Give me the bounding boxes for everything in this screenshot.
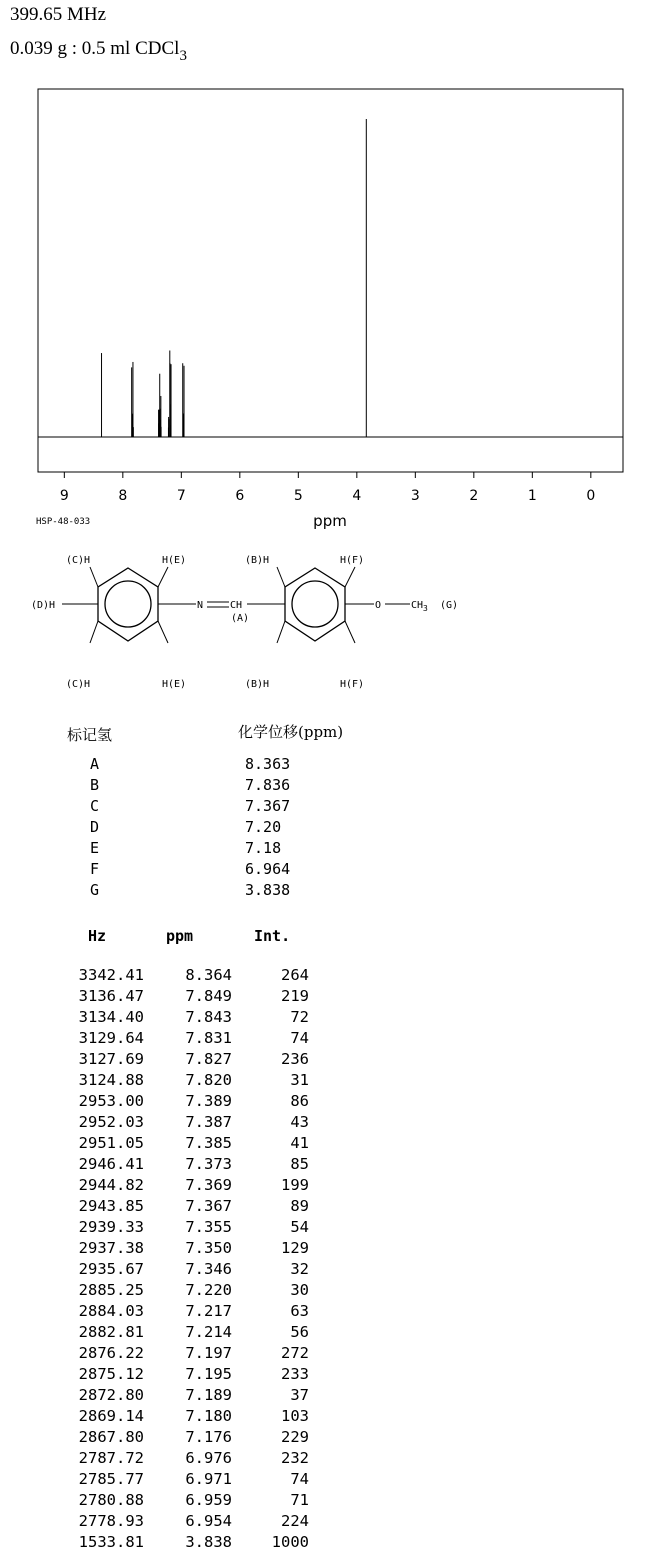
peak-hz: 2951.05 xyxy=(78,1134,144,1152)
x-tick-label: 9 xyxy=(59,488,69,504)
peak-int: 54 xyxy=(290,1218,309,1236)
spectrum-peaks xyxy=(102,119,367,437)
bond-f-top xyxy=(345,567,355,587)
assignment-label: E xyxy=(90,839,100,857)
peak-ppm: 7.849 xyxy=(185,987,232,1005)
peak-ppm: 7.389 xyxy=(185,1092,232,1110)
peak-ppm: 7.195 xyxy=(185,1365,232,1383)
peak-hz: 3129.64 xyxy=(78,1029,144,1047)
assignment-label: D xyxy=(90,818,100,836)
peak-int: 30 xyxy=(290,1281,309,1299)
peak-ppm: 7.369 xyxy=(185,1176,232,1194)
peak-int: 199 xyxy=(281,1176,309,1194)
label-a: (A) xyxy=(231,613,250,624)
nmr-spectrum-chart xyxy=(0,0,652,540)
assignment-shift: 3.838 xyxy=(245,881,291,899)
ch3-subscript: 3 xyxy=(423,604,428,613)
peak-ppm: 7.843 xyxy=(185,1008,232,1026)
peak-ppm: 7.387 xyxy=(185,1113,232,1131)
peak-hz: 2869.14 xyxy=(78,1407,144,1425)
peak-ppm: 8.364 xyxy=(185,966,232,984)
peak-ppm: 7.176 xyxy=(185,1428,232,1446)
peak-ppm: 3.838 xyxy=(185,1533,232,1551)
peak-int: 1000 xyxy=(271,1533,309,1551)
peak-ppm: 7.820 xyxy=(185,1071,232,1089)
peak-int: 219 xyxy=(281,987,309,1005)
peak-header-ppm: ppm xyxy=(166,927,194,945)
ch3-text: CH xyxy=(411,600,424,611)
assignment-shift: 8.363 xyxy=(245,755,291,773)
peak-ppm: 7.385 xyxy=(185,1134,232,1152)
peak-int: 224 xyxy=(281,1512,309,1530)
peak-hz: 3136.47 xyxy=(78,987,144,1005)
peak-ppm: 7.827 xyxy=(185,1050,232,1068)
label-d: (D)H xyxy=(31,600,56,611)
peak-hz: 2943.85 xyxy=(78,1197,144,1215)
bond-f-bottom xyxy=(345,621,355,643)
x-tick-label: 2 xyxy=(469,488,479,504)
peak-int: 272 xyxy=(281,1344,309,1362)
peak-ppm: 7.355 xyxy=(185,1218,232,1236)
peak-int: 85 xyxy=(290,1155,309,1173)
x-tick-label: 1 xyxy=(527,488,537,504)
x-axis-label: ppm xyxy=(313,512,347,530)
sample-subscript: 3 xyxy=(179,48,187,64)
peak-ppm: 6.954 xyxy=(185,1512,232,1530)
left-ring-aromatic-circle xyxy=(105,581,151,627)
peak-hz: 2952.03 xyxy=(78,1113,144,1131)
peak-ppm: 7.350 xyxy=(185,1239,232,1257)
label-e-top: H(E) xyxy=(162,555,187,566)
label-c-top: (C)H xyxy=(66,555,91,566)
peak-hz: 2882.81 xyxy=(78,1323,144,1341)
peak-int: 129 xyxy=(281,1239,309,1257)
peak-hz: 2885.25 xyxy=(78,1281,144,1299)
peak-hz: 2876.22 xyxy=(78,1344,144,1362)
assignment-header-label: 标记氢 xyxy=(67,726,113,744)
x-tick-label: 3 xyxy=(410,488,420,504)
bond-e-bottom xyxy=(158,621,168,643)
bond-c-top xyxy=(90,567,98,587)
x-tick-label: 6 xyxy=(235,488,245,504)
x-tick-label: 7 xyxy=(176,488,186,504)
left-benzene-ring xyxy=(98,568,158,641)
peak-ppm: 7.367 xyxy=(185,1197,232,1215)
peak-int: 74 xyxy=(290,1029,309,1047)
peak-ppm: 6.971 xyxy=(185,1470,232,1488)
peak-hz: 2944.82 xyxy=(78,1176,144,1194)
spectrometer-frequency: 399.65 MHz xyxy=(10,4,107,25)
assignment-label: B xyxy=(90,776,100,794)
peak-hz: 3342.41 xyxy=(78,966,144,984)
bond-e-top xyxy=(158,567,168,587)
label-b-top: (B)H xyxy=(245,555,270,566)
label-ch: CH xyxy=(230,600,243,611)
peak-int: 264 xyxy=(281,966,309,984)
peak-ppm: 7.831 xyxy=(185,1029,232,1047)
peak-ppm: 7.220 xyxy=(185,1281,232,1299)
peak-int: 41 xyxy=(290,1134,309,1152)
peak-int: 63 xyxy=(290,1302,309,1320)
peak-ppm: 7.346 xyxy=(185,1260,232,1278)
assignment-shift: 7.836 xyxy=(245,776,291,794)
x-tick-label: 5 xyxy=(293,488,303,504)
right-ring-aromatic-circle xyxy=(292,581,338,627)
peak-hz: 2867.80 xyxy=(78,1428,144,1446)
peak-hz: 2937.38 xyxy=(78,1239,144,1257)
assignment-label: G xyxy=(90,881,100,899)
peak-int: 86 xyxy=(290,1092,309,1110)
peak-int: 56 xyxy=(290,1323,309,1341)
peak-int: 37 xyxy=(290,1386,309,1404)
peak-hz: 2785.77 xyxy=(78,1470,144,1488)
x-tick-label: 0 xyxy=(586,488,596,504)
peak-hz: 2778.93 xyxy=(78,1512,144,1530)
right-benzene-ring xyxy=(285,568,345,641)
peak-int: 89 xyxy=(290,1197,309,1215)
peak-ppm: 7.197 xyxy=(185,1344,232,1362)
peak-ppm: 7.217 xyxy=(185,1302,232,1320)
peak-ppm: 7.373 xyxy=(185,1155,232,1173)
assignment-shift: 7.367 xyxy=(245,797,291,815)
peak-ppm: 7.189 xyxy=(185,1386,232,1404)
peak-hz: 2884.03 xyxy=(78,1302,144,1320)
spectrum-code: HSP-48-033 xyxy=(36,517,91,527)
peak-hz: 2787.72 xyxy=(78,1449,144,1467)
label-o: O xyxy=(375,600,382,611)
peak-hz: 2939.33 xyxy=(78,1218,144,1236)
peak-ppm: 6.976 xyxy=(185,1449,232,1467)
peak-int: 232 xyxy=(281,1449,309,1467)
peak-ppm: 7.214 xyxy=(185,1323,232,1341)
peak-int: 236 xyxy=(281,1050,309,1068)
plot-frame xyxy=(38,89,623,472)
label-f-top: H(F) xyxy=(340,555,365,566)
assignment-label: F xyxy=(90,860,100,878)
peak-int: 103 xyxy=(281,1407,309,1425)
peak-int: 233 xyxy=(281,1365,309,1383)
x-tick-label: 8 xyxy=(118,488,128,504)
assignment-header-shift: 化学位移(ppm) xyxy=(238,723,344,741)
sample-text: 0.039 g : 0.5 ml CDCl xyxy=(10,38,180,59)
peak-hz: 3134.40 xyxy=(78,1008,144,1026)
peak-hz: 2780.88 xyxy=(78,1491,144,1509)
x-axis-ticks xyxy=(60,472,595,504)
peak-hz: 3127.69 xyxy=(78,1050,144,1068)
peak-hz: 3124.88 xyxy=(78,1071,144,1089)
peak-int: 71 xyxy=(290,1491,309,1509)
label-c-bottom: (C)H xyxy=(66,679,91,690)
peak-hz: 2872.80 xyxy=(78,1386,144,1404)
assignment-shift: 7.18 xyxy=(245,839,282,857)
peak-header-hz: Hz xyxy=(88,927,107,945)
bond-c-bottom xyxy=(90,621,98,643)
peak-hz: 2953.00 xyxy=(78,1092,144,1110)
assignment-shift: 7.20 xyxy=(245,818,282,836)
peak-ppm: 7.180 xyxy=(185,1407,232,1425)
label-ch3 xyxy=(411,600,428,613)
peak-header-int: Int. xyxy=(254,927,291,945)
peak-hz: 2935.67 xyxy=(78,1260,144,1278)
assignment-shift: 6.964 xyxy=(245,860,291,878)
label-f-bottom: H(F) xyxy=(340,679,365,690)
label-g: (G) xyxy=(440,600,459,611)
label-b-bottom: (B)H xyxy=(245,679,270,690)
peak-int: 43 xyxy=(290,1113,309,1131)
peak-int: 229 xyxy=(281,1428,309,1446)
peak-hz: 1533.81 xyxy=(78,1533,144,1551)
label-e-bottom: H(E) xyxy=(162,679,187,690)
assignment-label: C xyxy=(90,797,100,815)
x-tick-label: 4 xyxy=(352,488,362,504)
peak-hz: 2875.12 xyxy=(78,1365,144,1383)
peak-int: 72 xyxy=(290,1008,309,1026)
peak-int: 32 xyxy=(290,1260,309,1278)
label-n: N xyxy=(197,600,204,611)
bond-b-bottom xyxy=(277,621,285,643)
peak-int: 74 xyxy=(290,1470,309,1488)
assignment-label: A xyxy=(90,755,100,773)
bond-b-top xyxy=(277,567,285,587)
peak-ppm: 6.959 xyxy=(185,1491,232,1509)
peak-int: 31 xyxy=(290,1071,309,1089)
peak-hz: 2946.41 xyxy=(78,1155,144,1173)
chemical-structure xyxy=(0,545,652,695)
